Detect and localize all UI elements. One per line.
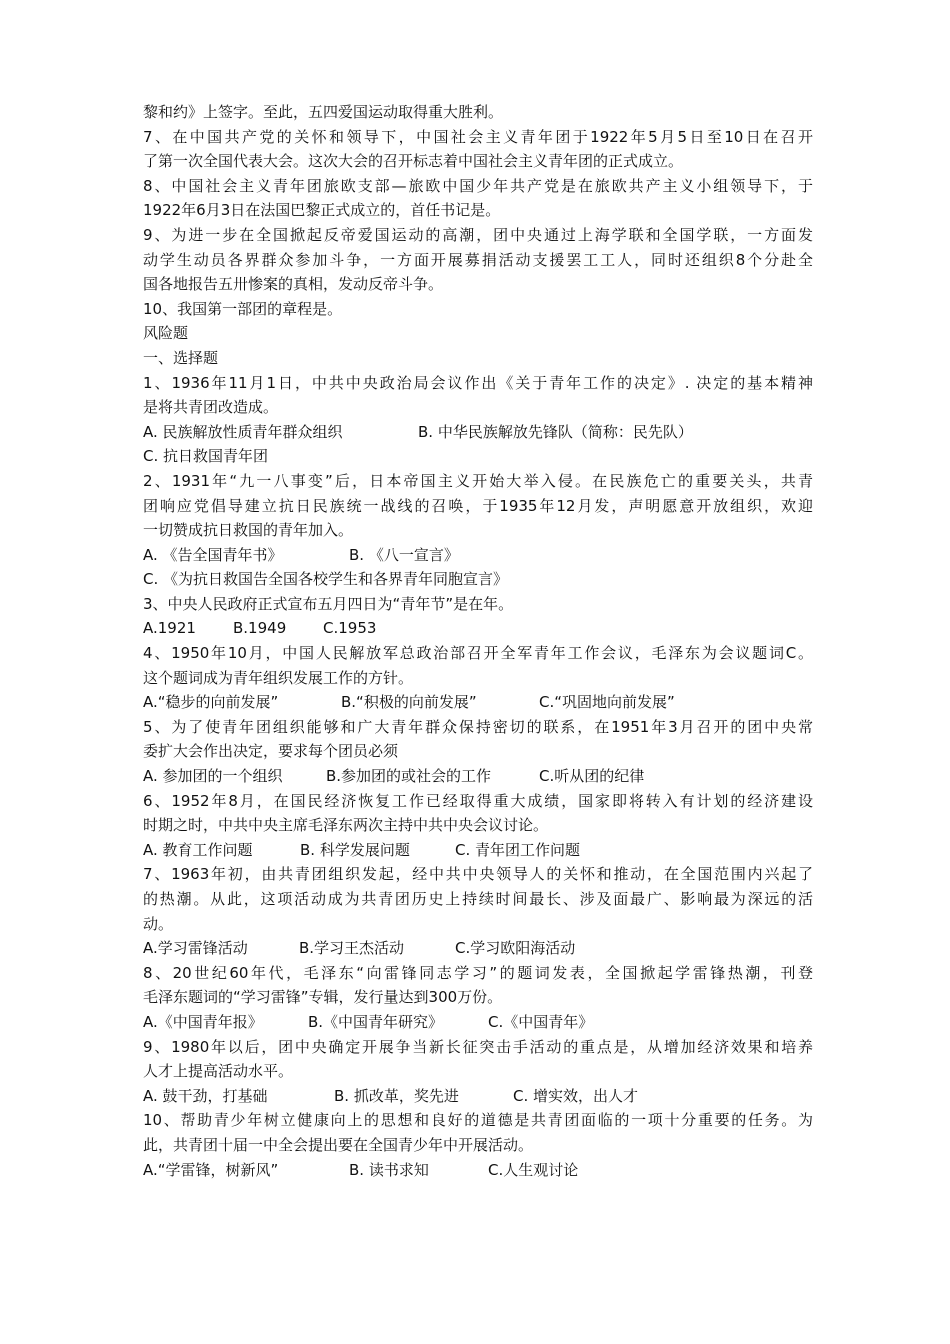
text-line: 了第一次全国代表大会。这次大会的召开标志着中国社会主义青年团的正式成立。 [143,152,684,171]
answer-option: A.“稳步的向前发展” [143,693,279,712]
answer-option: B. 《八一宣言》 [349,545,459,564]
text-line: C. 《为抗日救国告全国各校学生和各界青年同胞宣言》 [143,570,509,589]
text-line: 2、1931年“九一八事变”后，日本帝国主义开始大举入侵。在民族危亡的重要关头，共青 [143,471,813,490]
answer-options-row [143,1084,813,1109]
answer-options-row [143,838,813,863]
answer-options-row [143,690,813,715]
answer-option: B.“积极的向前发展” [341,693,477,712]
text-line: 4、1950年10月，中国人民解放军总政治部召开全军青年工作会议，毛泽东为会议题词C。 [143,644,813,663]
text-line: 此，共青团十届一中全会提出要在全国青少年中开展活动。 [143,1135,534,1154]
text-line: 1、1936年11月1日，中共中央政治局会议作出《关于青年工作的决定》. 决定的基本精神 [143,373,813,392]
text-line: 团响应党倡导建立抗日民族统一战线的召唤，于1935年12月发，声明愿意开放组织，欢迎 [143,496,813,515]
text-line: 10、我国第一部团的章程是。 [143,299,343,318]
text-line: 这个题词成为青年组织发展工作的方针。 [143,668,414,687]
text-line: 3、中央人民政府正式宣布五月四日为“青年节”是在年。 [143,594,514,613]
answer-options-row [143,1158,813,1183]
answer-option: B.参加团的或社会的工作 [326,767,492,786]
answer-option: B.1949 [233,619,287,638]
answer-option: B.学习王杰活动 [299,939,405,958]
answer-option: A.“学雷锋，树新风” [143,1160,279,1179]
text-line: C. 抗日救国青年团 [143,447,269,466]
text-line: 6、1952年8月，在国民经济恢复工作已经取得重大成绩，国家即将转入有计划的经济建设 [143,791,813,810]
text-line: 人才上提高活动水平。 [143,1062,294,1081]
answer-option: A. 参加团的一个组织 [143,767,283,786]
answer-option: A. 鼓干劲，打基础 [143,1086,268,1105]
answer-option: B. 读书求知 [349,1160,429,1179]
answer-option: A.《中国青年报》 [143,1012,263,1031]
answer-option: A. 民族解放性质青年群众组织 [143,422,343,441]
text-line: 5、为了使青年团组织能够和广大青年群众保持密切的联系，在1951年3月召开的团中央常 [143,717,813,736]
answer-options-row [143,420,813,445]
answer-option: B. 中华民族解放先锋队（简称：民先队） [418,422,693,441]
answer-option: B. 科学发展问题 [300,840,410,859]
text-line: 一切赞成抗日救国的青年加入。 [143,521,354,540]
answer-option: C. 青年团工作问题 [455,840,581,859]
text-line: 9、1980年以后，团中央确定开展争当新长征突击手活动的重点是，从增加经济效果和培养 [143,1037,813,1056]
answer-options-row [143,1010,813,1035]
text-line: 风险题 [143,324,189,343]
text-line: 8、中国社会主义青年团旅欧支部—旅欧中国少年共产党是在旅欧共产主义小组领导下，于 [143,176,813,195]
text-line: 9、为进一步在全国掀起反帝爱国运动的高潮，团中央通过上海学联和全国学联，一方面发 [143,225,813,244]
answer-option: C. 增实效，出人才 [513,1086,639,1105]
text-line: 8、20世纪60年代，毛泽东“向雷锋同志学习”的题词发表，全国掀起学雷锋热潮，刊登 [143,963,813,982]
text-line: 时期之时，中共中央主席毛泽东两次主持中共中央会议讨论。 [143,816,549,835]
text-line: 7、1963年初，由共青团组织发起，经中共中央领导人的关怀和推动，在全国范围内兴起了 [143,865,813,884]
answer-option: A. 教育工作问题 [143,840,253,859]
text-line: 委扩大会作出决定，要求每个团员必须 [143,742,399,761]
answer-option: C.听从团的纪律 [539,767,645,786]
text-line: 1922年6月3日在法国巴黎正式成立的，首任书记是。 [143,201,501,220]
text-line: 是将共青团改造成。 [143,398,279,417]
answer-options-row [143,936,813,961]
text-line: 毛泽东题词的“学习雷锋”专辑，发行量达到300万份。 [143,988,503,1007]
answer-option: C.《中国青年》 [488,1012,594,1031]
answer-option: C.1953 [323,619,377,638]
answer-option: C.“巩固地向前发展” [539,693,675,712]
answer-options-row [143,764,813,789]
text-line: 一、选择题 [143,348,219,367]
answer-option: B. 抓改革，奖先进 [334,1086,459,1105]
text-line: 黎和约》上签字。至此，五四爱国运动取得重大胜利。 [143,103,504,121]
answer-options-row [143,543,813,568]
answer-option: B.《中国青年研究》 [308,1012,444,1031]
answer-option: A.学习雷锋活动 [143,939,248,958]
document-page [143,100,813,1182]
text-line: 7、在中国共产党的关怀和领导下，中国社会主义青年团于1922年5月5日至10日在召开 [143,127,813,146]
text-line: 10、帮助青少年树立健康向上的思想和良好的道德是共青团面临的一项十分重要的任务。为 [143,1111,813,1130]
text-line: 动。 [143,914,174,933]
answer-options-row [143,616,813,641]
answer-option: A. 《告全国青年书》 [143,545,283,564]
text-line: 动学生动员各界群众参加斗争，一方面开展募捐活动支援罢工工人，同时还组织8个分赴全 [143,250,813,269]
answer-option: C.学习欧阳海活动 [455,939,576,958]
answer-option: A.1921 [143,619,196,638]
text-line: 的热潮。从此，这项活动成为共青团历史上持续时间最长、涉及面最广、影响最为深远的活 [143,890,813,908]
answer-option: C.人生观讨论 [488,1160,579,1179]
text-line: 国各地报告五卅惨案的真相，发动反帝斗争。 [143,275,444,294]
